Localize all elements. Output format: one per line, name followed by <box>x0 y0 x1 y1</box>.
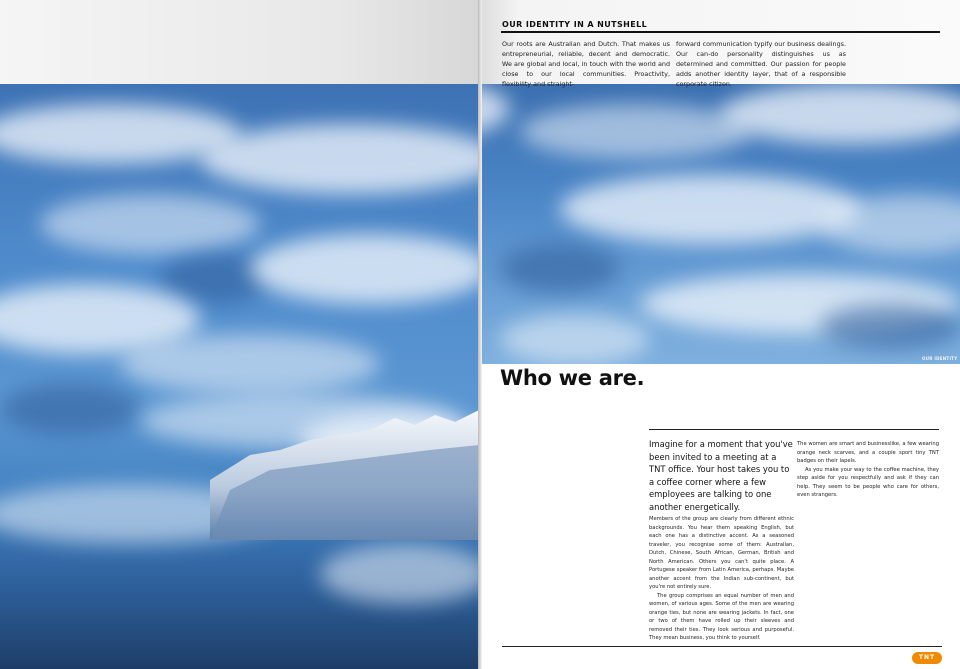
footer-rule <box>502 646 942 647</box>
body-column-right <box>797 440 939 500</box>
mountain-peak <box>210 410 479 540</box>
lead-paragraph: Imagine for a moment that you've been invited to a meeting at a TNT office. Your host takes you to a coffee corner where a few employees are talking to one another energetically. <box>649 439 793 512</box>
nutshell-column-2: forward communication typify our business dealings. Our can-do personality distinguishes us as determined and committed. Our passion for people adds another identity layer, that of a responsible corporate citizen. <box>676 40 846 88</box>
photo-caption-label: OUR IDENTITY <box>922 356 958 361</box>
body-column-left <box>649 515 794 643</box>
tnt-logo: TNT <box>912 652 942 664</box>
body-paragraph: The women are smart and businesslike, a few wearing orange neck scarves, and a couple sport tiny TNT badges on their lapels. <box>797 441 939 464</box>
section-title-rule <box>501 31 940 33</box>
body-paragraph: Members of the group are clearly from different ethnic backgrounds. You hear them speaking English, but each one has a distinctive accent. As a seasoned traveler, you recognise some of them: Australian, Dutch, Chinese, South African, German, British and North American. Others you can't quite place. A Portugese speaker from Latin America, perhaps. Maybe another accent from the Indian sub-continent, but you're not entirely sure. <box>649 516 794 590</box>
body-paragraph: As you make your way to the coffee machine, they step aside for you respectfully and ask if they can help. They seem to be people who care for others, even strangers. <box>797 466 939 498</box>
page-headline: Who we are. <box>500 366 645 390</box>
article-rule <box>649 429 939 430</box>
body-paragraph: The group comprises an equal number of men and women, of various ages. Some of the men are wearing orange ties, but none are wearing jackets. In fact, one or two of them have rolled up their sleeves and removed their ties. They look serious and purposeful. They mean business, you think to yourself. <box>649 592 794 641</box>
nutshell-column-1: Our roots are Australian and Dutch. That makes us entrepreneurial, reliable, decent and democratic. We are global and local, in touch with the world and close to our local communities. Proactivity, flexibility and straight- <box>502 40 670 88</box>
section-title: OUR IDENTITY IN A NUTSHELL <box>502 20 648 29</box>
sky-photo-left <box>0 84 479 669</box>
left-page-blank-band <box>0 0 479 84</box>
spine-gutter <box>478 0 482 669</box>
